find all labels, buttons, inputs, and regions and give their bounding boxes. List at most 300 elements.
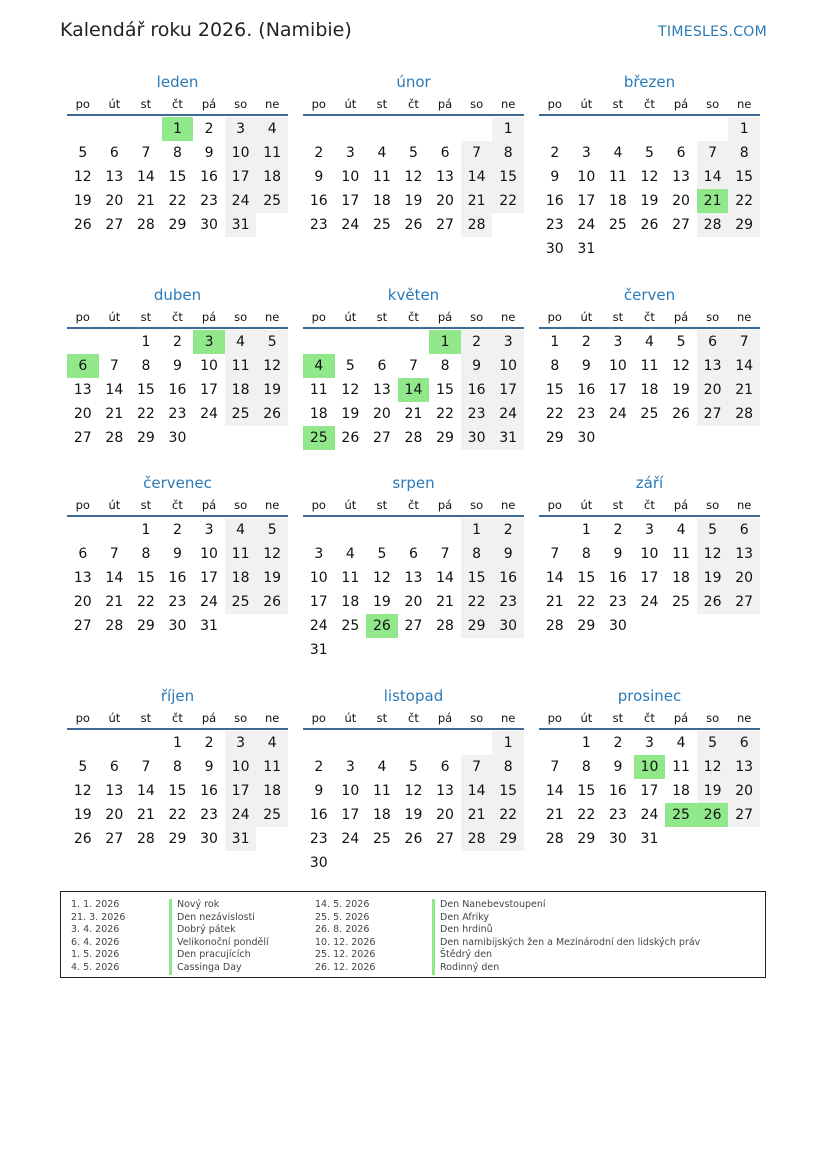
day-cell: 28: [461, 827, 493, 851]
day-cell: 20: [436, 193, 454, 209]
day-cell: 25: [225, 402, 257, 426]
day-cell: 29: [461, 614, 493, 638]
month-block: [539, 70, 760, 261]
weekday-label: čt: [172, 711, 183, 725]
day-cell: 3: [581, 145, 591, 161]
day-cell: 28: [728, 402, 760, 426]
day-cell: 4: [645, 334, 654, 350]
day-cell: 27: [73, 618, 92, 634]
empty-cell: [335, 731, 367, 755]
legend-holiday-date: 14. 5. 2026: [315, 899, 370, 910]
day-cell: 13: [73, 382, 92, 398]
legend-holiday-name: Den Afriky: [432, 912, 700, 925]
weekday-label: po: [75, 97, 90, 111]
day-cell: 26: [73, 831, 92, 847]
day-cell: 4: [377, 145, 387, 161]
day-cell: 27: [697, 402, 729, 426]
day-cell: 27: [436, 217, 454, 233]
empty-cell: [398, 330, 430, 354]
day-cell: 19: [697, 566, 729, 590]
day-cell: 22: [168, 807, 187, 823]
day-cell: 5: [256, 518, 288, 542]
day-cell: 30: [608, 618, 627, 634]
day-cell: 14: [105, 570, 124, 586]
weekday-label: ne: [500, 498, 516, 512]
day-cell: 26: [256, 590, 288, 614]
day-cell: 8: [141, 546, 151, 562]
day-cell: 20: [73, 406, 92, 422]
day-cell: 31: [225, 827, 257, 851]
empty-cell: [366, 117, 398, 141]
day-cell: 13: [436, 169, 454, 185]
weekday-label: po: [311, 498, 326, 512]
day-cell: 15: [436, 382, 454, 398]
day-cell: 13: [728, 542, 760, 566]
day-cell: 13: [105, 783, 124, 799]
day-cell: 8: [440, 358, 450, 374]
day-grid: [539, 517, 760, 638]
month-name: srpen: [392, 474, 435, 492]
day-cell: 1: [581, 735, 591, 751]
weekday-header: [67, 495, 288, 517]
day-cell: 11: [225, 354, 257, 378]
day-cell: 17: [640, 783, 659, 799]
day-cell: 28: [461, 213, 493, 237]
weekday-label: čt: [172, 310, 183, 324]
day-cell: 17: [200, 382, 218, 398]
day-cell: 28: [436, 618, 454, 634]
day-cell: 12: [73, 783, 92, 799]
day-cell: 10: [608, 358, 627, 374]
day-cell: 18: [672, 783, 690, 799]
day-cell: 1: [492, 731, 524, 755]
weekday-label: pá: [673, 711, 689, 725]
day-cell: 19: [341, 406, 360, 422]
day-cell: 7: [461, 141, 493, 165]
day-cell: 25: [672, 594, 690, 610]
month-name: prosinec: [617, 687, 682, 705]
weekday-label: út: [344, 97, 357, 111]
day-cell: 29: [436, 430, 454, 446]
empty-cell: [67, 731, 99, 755]
empty-cell: [398, 518, 430, 542]
day-cell: 20: [404, 594, 423, 610]
day-cell: 12: [697, 542, 729, 566]
day-cell: 14: [697, 165, 729, 189]
day-cell: 17: [225, 779, 257, 803]
weekday-header: [67, 708, 288, 730]
day-cell: 11: [225, 542, 257, 566]
month-block: [303, 471, 524, 662]
day-cell: 24: [640, 807, 659, 823]
day-cell: 24: [341, 831, 360, 847]
day-cell: 28: [404, 430, 423, 446]
day-cell: 18: [372, 193, 391, 209]
day-cell: 19: [672, 382, 690, 398]
day-cell: 27: [404, 618, 423, 634]
weekday-label: so: [470, 711, 484, 725]
day-cell: 7: [109, 546, 119, 562]
empty-cell: [335, 117, 367, 141]
day-cell: 24: [577, 217, 596, 233]
weekday-header: [303, 94, 524, 116]
day-cell: 7: [141, 759, 151, 775]
day-cell: 10: [341, 783, 360, 799]
day-cell: 22: [168, 193, 187, 209]
day-cell: 2: [173, 522, 182, 538]
day-cell: 2: [550, 145, 560, 161]
weekday-label: út: [108, 711, 121, 725]
day-cell: 12: [404, 783, 423, 799]
day-cell: 11: [256, 755, 288, 779]
empty-cell: [665, 117, 697, 141]
day-cell: 29: [136, 618, 155, 634]
day-cell: 7: [697, 141, 729, 165]
empty-cell: [697, 117, 729, 141]
day-cell: 13: [728, 755, 760, 779]
day-cell: 23: [168, 594, 187, 610]
day-cell: 21: [461, 189, 493, 213]
day-cell: 30: [200, 217, 218, 233]
day-cell: 27: [105, 217, 124, 233]
weekday-label: so: [706, 498, 720, 512]
day-cell: 15: [577, 570, 596, 586]
empty-cell: [303, 330, 335, 354]
day-cell: 24: [341, 217, 360, 233]
day-cell: 3: [225, 117, 257, 141]
day-cell: 8: [173, 145, 182, 161]
day-cell: 31: [225, 213, 257, 237]
weekday-label: po: [75, 310, 90, 324]
weekday-header: [67, 94, 288, 116]
day-cell: 25: [341, 618, 360, 634]
day-cell: 26: [73, 217, 92, 233]
day-cell: 1: [492, 117, 524, 141]
day-cell: 25: [225, 590, 257, 614]
day-cell: 24: [640, 594, 659, 610]
weekday-label: po: [311, 711, 326, 725]
empty-cell: [461, 731, 493, 755]
day-cell: 2: [581, 334, 591, 350]
weekday-label: út: [108, 97, 121, 111]
weekday-label: pá: [673, 97, 689, 111]
day-cell: 31: [309, 642, 328, 658]
weekday-label: st: [612, 310, 624, 324]
day-cell: 14: [105, 382, 124, 398]
legend-holiday-name: Den nezávislosti: [169, 912, 269, 925]
legend-holiday-date: 1. 1. 2026: [71, 899, 120, 910]
day-cell: 9: [492, 542, 524, 566]
day-cell: 18: [341, 594, 360, 610]
day-cell: 6: [728, 518, 760, 542]
weekday-label: po: [311, 97, 326, 111]
weekday-header: [67, 307, 288, 329]
day-grid: [67, 329, 288, 450]
day-cell: 9: [314, 783, 324, 799]
day-cell: 23: [168, 406, 187, 422]
weekday-label: st: [376, 97, 388, 111]
day-cell: 4: [613, 145, 623, 161]
weekday-label: pá: [201, 498, 217, 512]
legend-holiday-date: 6. 4. 2026: [71, 936, 120, 948]
day-cell: 17: [341, 807, 360, 823]
day-cell: 20: [372, 406, 391, 422]
weekday-header: [303, 495, 524, 517]
day-cell: 19: [404, 193, 423, 209]
day-cell: 16: [168, 570, 187, 586]
day-cell: 14: [545, 783, 564, 799]
day-grid: [303, 730, 524, 875]
holiday-day-cell: 26: [697, 803, 729, 827]
day-cell: 12: [672, 358, 690, 374]
month-name: květen: [387, 286, 440, 304]
brand-link[interactable]: TIMESLES.COM: [658, 24, 767, 40]
day-cell: 7: [440, 546, 450, 562]
day-cell: 21: [136, 807, 155, 823]
day-cell: 22: [492, 189, 524, 213]
day-cell: 2: [492, 518, 524, 542]
day-cell: 2: [204, 735, 214, 751]
weekday-label: so: [706, 711, 720, 725]
weekday-label: so: [234, 310, 248, 324]
weekday-label: st: [376, 498, 388, 512]
weekday-label: st: [612, 97, 624, 111]
day-cell: 29: [492, 827, 524, 851]
day-cell: 26: [697, 590, 729, 614]
weekday-label: so: [470, 97, 484, 111]
weekday-label: st: [376, 711, 388, 725]
day-cell: 12: [697, 755, 729, 779]
day-cell: 7: [109, 358, 119, 374]
day-cell: 3: [613, 334, 623, 350]
weekday-header: [303, 307, 524, 329]
day-cell: 30: [577, 430, 596, 446]
legend-holiday-date: 21. 3. 2026: [71, 911, 126, 923]
weekday-label: pá: [437, 97, 453, 111]
day-cell: 15: [728, 165, 760, 189]
day-cell: 9: [314, 169, 324, 185]
day-cell: 18: [225, 378, 257, 402]
day-cell: 19: [640, 193, 659, 209]
day-cell: 21: [105, 594, 124, 610]
month-block: [539, 283, 760, 450]
holiday-legend: [60, 891, 766, 978]
day-cell: 2: [461, 330, 493, 354]
legend-dates-col-1: [71, 899, 125, 975]
day-cell: 7: [409, 358, 418, 374]
weekday-label: ne: [736, 97, 752, 111]
empty-cell: [67, 117, 99, 141]
day-cell: 23: [608, 807, 627, 823]
day-cell: 23: [492, 590, 524, 614]
day-cell: 19: [73, 193, 92, 209]
weekday-label: ne: [264, 310, 280, 324]
weekday-header: [303, 708, 524, 730]
day-cell: 3: [645, 735, 654, 751]
weekday-label: po: [311, 310, 326, 324]
day-cell: 26: [404, 217, 423, 233]
day-cell: 29: [728, 213, 760, 237]
day-cell: 14: [545, 570, 564, 586]
month-name: září: [635, 474, 664, 492]
empty-cell: [366, 330, 398, 354]
day-cell: 24: [200, 406, 218, 422]
day-cell: 22: [492, 803, 524, 827]
legend-holiday-date: 4. 5. 2026: [71, 961, 120, 973]
day-cell: 20: [73, 594, 92, 610]
weekday-label: pá: [201, 310, 217, 324]
weekday-label: so: [234, 711, 248, 725]
holiday-day-cell: 6: [67, 354, 99, 378]
weekday-label: ne: [264, 711, 280, 725]
day-cell: 19: [256, 566, 288, 590]
day-cell: 10: [225, 141, 257, 165]
day-cell: 20: [697, 378, 729, 402]
day-cell: 14: [728, 354, 760, 378]
empty-cell: [634, 117, 666, 141]
day-cell: 6: [728, 731, 760, 755]
day-grid: [303, 329, 524, 450]
day-cell: 5: [377, 546, 387, 562]
day-cell: 13: [436, 783, 454, 799]
weekday-label: út: [108, 498, 121, 512]
day-cell: 22: [577, 807, 596, 823]
day-cell: 2: [173, 334, 182, 350]
day-grid: [303, 517, 524, 662]
empty-cell: [539, 731, 571, 755]
day-cell: 30: [309, 855, 328, 871]
day-cell: 27: [728, 590, 760, 614]
day-cell: 11: [309, 382, 328, 398]
day-cell: 18: [309, 406, 328, 422]
weekday-label: út: [344, 711, 357, 725]
holiday-day-cell: 4: [303, 354, 335, 378]
weekday-label: so: [470, 310, 484, 324]
day-cell: 24: [200, 594, 218, 610]
month-block: [67, 283, 288, 450]
day-cell: 23: [461, 402, 493, 426]
weekday-label: po: [547, 310, 562, 324]
day-cell: 25: [608, 217, 627, 233]
month-name: říjen: [160, 687, 195, 705]
weekday-label: pá: [437, 711, 453, 725]
weekday-label: ne: [500, 711, 516, 725]
day-cell: 12: [404, 169, 423, 185]
day-cell: 8: [581, 759, 591, 775]
weekday-label: čt: [408, 310, 419, 324]
day-cell: 4: [256, 731, 288, 755]
day-cell: 16: [608, 783, 627, 799]
day-cell: 13: [672, 169, 690, 185]
day-cell: 21: [404, 406, 423, 422]
holiday-day-cell: 25: [665, 803, 697, 827]
empty-cell: [130, 117, 162, 141]
day-cell: 16: [608, 570, 627, 586]
day-cell: 20: [672, 193, 690, 209]
day-cell: 27: [436, 831, 454, 847]
day-cell: 17: [577, 193, 596, 209]
weekday-label: čt: [644, 97, 655, 111]
empty-cell: [539, 518, 571, 542]
day-cell: 18: [672, 570, 690, 586]
day-cell: 25: [256, 189, 288, 213]
day-cell: 28: [105, 618, 124, 634]
empty-cell: [303, 731, 335, 755]
day-cell: 26: [672, 406, 690, 422]
holiday-day-cell: 1: [429, 330, 461, 354]
month-name: červen: [623, 286, 676, 304]
day-cell: 10: [225, 755, 257, 779]
weekday-label: čt: [172, 97, 183, 111]
day-cell: 19: [697, 779, 729, 803]
weekday-label: po: [547, 97, 562, 111]
weekday-label: st: [140, 310, 152, 324]
legend-holiday-date: 25. 5. 2026: [315, 911, 370, 923]
day-cell: 7: [141, 145, 151, 161]
day-cell: 28: [697, 213, 729, 237]
day-cell: 4: [225, 330, 257, 354]
day-cell: 20: [436, 807, 454, 823]
day-cell: 5: [645, 145, 654, 161]
day-cell: 11: [372, 783, 391, 799]
empty-cell: [539, 117, 571, 141]
weekday-header: [539, 307, 760, 329]
weekday-label: čt: [408, 711, 419, 725]
day-cell: 20: [105, 193, 124, 209]
day-cell: 5: [78, 145, 88, 161]
day-cell: 25: [372, 831, 391, 847]
page-title: Kalendář roku 2026. (Namibie): [60, 19, 352, 41]
day-cell: 30: [168, 618, 187, 634]
legend-holiday-name: Cassinga Day: [169, 962, 269, 975]
day-cell: 16: [200, 169, 218, 185]
day-cell: 14: [436, 570, 454, 586]
legend-names-col-2: [432, 899, 700, 975]
day-cell: 15: [492, 779, 524, 803]
day-cell: 12: [73, 169, 92, 185]
day-cell: 27: [728, 803, 760, 827]
empty-cell: [398, 117, 430, 141]
day-cell: 10: [200, 358, 218, 374]
day-cell: 25: [372, 217, 391, 233]
day-cell: 9: [613, 546, 623, 562]
day-cell: 4: [377, 759, 387, 775]
weekday-label: so: [706, 310, 720, 324]
day-cell: 13: [697, 354, 729, 378]
day-cell: 2: [613, 735, 623, 751]
day-cell: 17: [309, 594, 328, 610]
day-grid: [303, 116, 524, 237]
day-cell: 5: [256, 330, 288, 354]
day-cell: 16: [309, 193, 328, 209]
day-cell: 22: [136, 594, 155, 610]
legend-holiday-name: Nový rok: [169, 899, 269, 912]
day-cell: 25: [640, 406, 659, 422]
day-cell: 30: [461, 426, 493, 450]
month-block: [303, 684, 524, 875]
day-cell: 21: [436, 594, 454, 610]
day-cell: 29: [168, 831, 187, 847]
weekday-label: po: [75, 711, 90, 725]
day-cell: 31: [200, 618, 218, 634]
day-cell: 15: [545, 382, 564, 398]
empty-cell: [571, 117, 603, 141]
day-cell: 8: [728, 141, 760, 165]
day-cell: 23: [608, 594, 627, 610]
day-cell: 18: [608, 193, 627, 209]
day-cell: 15: [577, 783, 596, 799]
day-cell: 3: [314, 546, 324, 562]
